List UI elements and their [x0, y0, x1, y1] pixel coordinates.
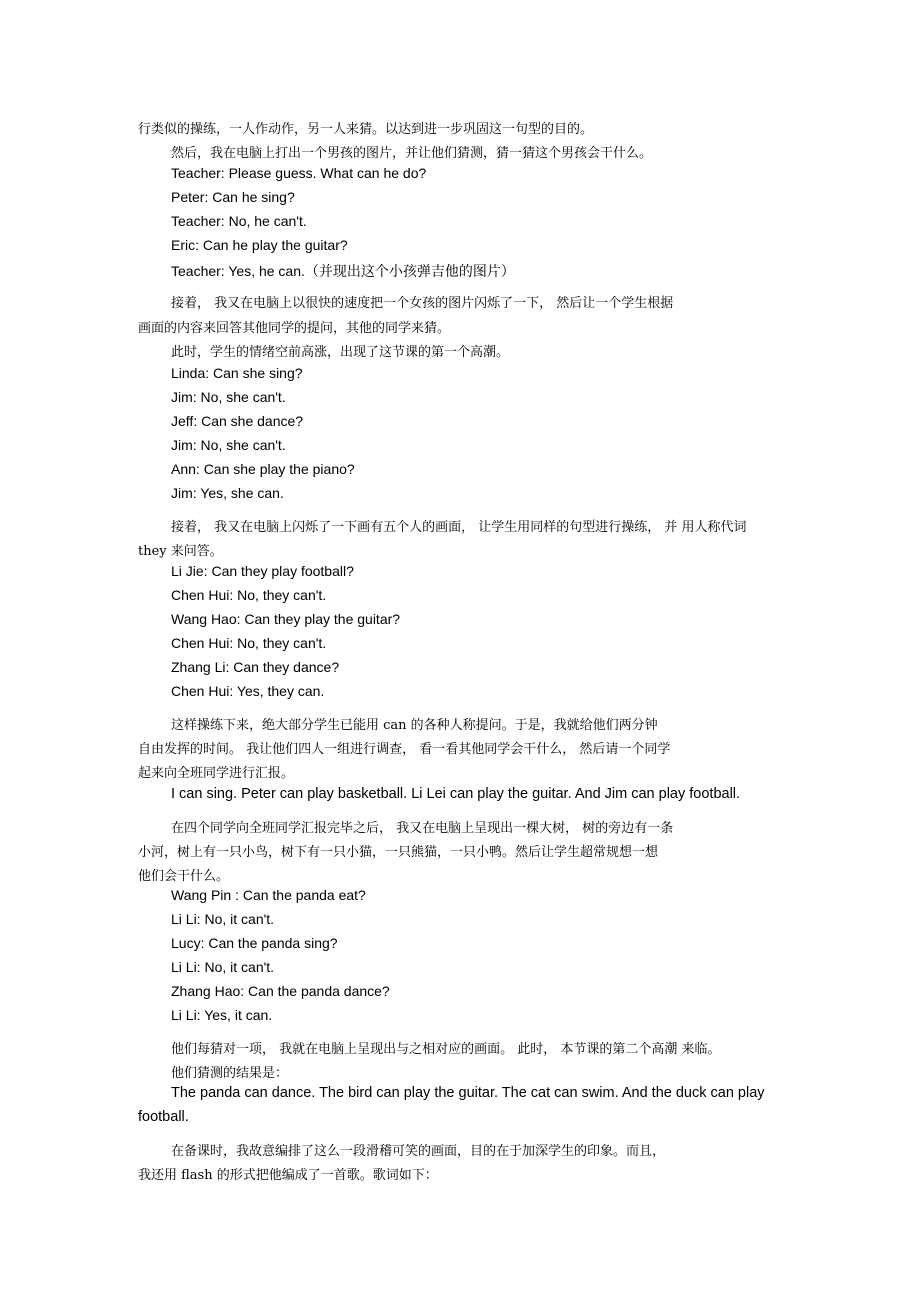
text-line: they 来问答。 — [138, 544, 223, 559]
text-line: 自由发挥的时间。 我让他们四人一组进行调查， 看一看其他同学会干什么， 然后请一个同学 — [138, 742, 671, 757]
text-line: 行类似的操练，一人作动作，另一人来猜。以达到进一步巩固这一句型的目的。 — [138, 122, 594, 137]
dialogue-line: Eric: Can he play the guitar? — [171, 237, 348, 253]
dialogue-line: Chen Hui: No, they can't. — [171, 635, 327, 651]
text-line: 我还用 flash 的形式把他编成了一首歌。歌词如下： — [138, 1168, 438, 1183]
text-line: 这样操练下来，绝大部分学生已能用 can 的各种人称提问。于是，我就给他们两分钟 — [171, 718, 658, 733]
dialogue-line: Li Li: No, it can't. — [171, 911, 275, 927]
dialogue-line: Jim: Yes, she can. — [171, 485, 284, 501]
result-sentence: The panda can dance. The bird can play the guitar. The cat can swim. And the duck can play — [171, 1085, 765, 1101]
dialogue-line: Peter: Can he sing? — [171, 189, 295, 205]
dialogue-line: Li Li: Yes, it can. — [171, 1007, 273, 1023]
dialogue-line: Li Li: No, it can't. — [171, 959, 275, 975]
dialogue-line: Teacher: Please guess. What can he do? — [171, 165, 427, 181]
dialogue-line: Lucy: Can the panda sing? — [171, 935, 338, 951]
text-line: 他们会干什么。 — [138, 869, 230, 884]
dialogue-line: Wang Hao: Can they play the guitar? — [171, 611, 401, 627]
text-line: 然后，我在电脑上打出一个男孩的图片，并让他们猜测，猜一猜这个男孩会干什么。 — [171, 146, 653, 161]
dialogue-line: Chen Hui: Yes, they can. — [171, 683, 325, 699]
dialogue-line: Linda: Can she sing? — [171, 365, 303, 381]
dialogue-line: Teacher: Yes, he can.（并现出这个小孩弹吉他的图片） — [171, 263, 515, 279]
report-sentence: I can sing. Peter can play basketball. Li Lei can play the guitar. And Jim can play football. — [171, 786, 741, 802]
text-line: 起来向全班同学进行汇报。 — [138, 766, 295, 781]
text-line: 他们每猜对一项， 我就在电脑上呈现出与之相对应的画面。 此时， 本节课的第二个高潮 来临。 — [171, 1042, 721, 1057]
text-line: 画面的内容来回答其他同学的提问，其他的同学来猜。 — [138, 321, 451, 336]
dialogue-line: Chen Hui: No, they can't. — [171, 587, 327, 603]
dialogue-line: Li Jie: Can they play football? — [171, 563, 354, 579]
dialogue-line: Jim: No, she can't. — [171, 389, 286, 405]
dialogue-line: Zhang Hao: Can the panda dance? — [171, 983, 390, 999]
dialogue-line: Jeff: Can she dance? — [171, 413, 304, 429]
text-line: 在备课时，我故意编排了这么一段滑稽可笑的画面，目的在于加深学生的印象。而且， — [171, 1144, 666, 1159]
dialogue-line: Zhang Li: Can they dance? — [171, 659, 340, 675]
dialogue-line: Ann: Can she play the piano? — [171, 461, 355, 477]
dialogue-line: Jim: No, she can't. — [171, 437, 286, 453]
dialogue-line: Teacher: No, he can't. — [171, 213, 307, 229]
text-line: 此时，学生的情绪空前高涨，出现了这节课的第一个高潮。 — [171, 345, 510, 360]
dialogue-line: Wang Pin : Can the panda eat? — [171, 887, 366, 903]
result-sentence: football. — [138, 1109, 189, 1125]
text-line: 接着， 我又在电脑上闪烁了一下画有五个人的画面， 让学生用同样的句型进行操练， 并 用人称代词 — [171, 520, 747, 535]
text-line: 他们猜测的结果是： — [171, 1066, 289, 1081]
text-line: 接着， 我又在电脑上以很快的速度把一个女孩的图片闪烁了一下， 然后让一个学生根据 — [171, 296, 674, 311]
text-line: 在四个同学向全班同学汇报完毕之后， 我又在电脑上呈现出一棵大树， 树的旁边有一条 — [171, 821, 674, 836]
text-line: 小河，树上有一只小鸟，树下有一只小猫，一只熊猫，一只小鸭。然后让学生超常规想一想 — [138, 845, 659, 860]
